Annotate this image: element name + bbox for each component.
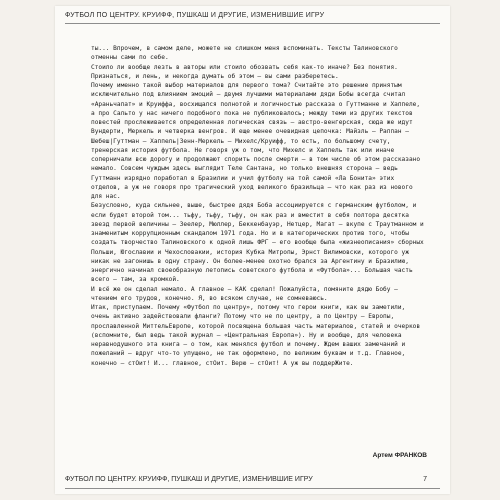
page-body (91, 44, 427, 368)
paragraph-6: Итак, приступаем. Почему «Футбол по центру», потому что герои книги, как вы заметили, очень активно задействовали фланги? Потому что не по центру, а по Центру — Европы, прославленной МиттельЕвропе, которой посвящена большая часть материалов, статей и очерков (вспомните, был ведь такой журнал — «Центральная Европа»). Ну и вообще, для человека неравнодушного эта книга — о том, как менялся футбол и почему. Ждем ваших замечаний и пожеланий — вдруг что-то упущено, не так оформлено, по великим буквам и т.д. Главное, конечно — стОит! И... главное, стОит. Верю — стОит! А уж вы поддерЖите. (91, 304, 421, 367)
running-header: ФУТБОЛ ПО ЦЕНТРУ. КРУИФФ, ПУШКАШ И ДРУГИЕ, ИЗМЕНИВШИЕ ИГРУ (65, 12, 325, 19)
paragraph-1: ты... Впрочем, в самом деле, можете не слишком меня вспоминать. Тексты Талиновского отменны сами по себе. (91, 45, 398, 62)
paragraph-3: Почему именно такой выбор материалов для первого тома? Считайте это решение принятым исключительно под влиянием эмоций — двумя лучшими материалами дяди Бобы всегда считал «Араньчапат» и Круиффа, восхищался полнотой и логичностью рассказа о Гуттманне и Хаппеле, а про Сальто у нас ничего подобного пока не публиковалось; между теми из других текстов повестей прослеживается определенная логическая связь — австро-венгерская, сюда же идут Вундерти, Меркель и четверка венгров. И еще менее очевидная цепочка: Майзль — Раппан — Шебеш|Гуттман — Хаппель|Зенн-Меркель — Михелс/Круифф, то есть, по большому счету, тренерская история футбола. Не говоря уж о том, что Михелс и Хаппель так или иначе соперничали всю дорогу и продолжают спорить после смерти — в том числе об этом рассказано немало. Совсем чуждым здесь выглядит Теле Сантана, но только внешняя сторона — ведь Гуттманн изрядно поработал в Бразилии и учил футболу на той самой «Ла Бонита» этих отделов, а уж не говоря про трагический уход великого бразильца — что как раз из нового для нас. (91, 82, 421, 200)
footer-divider (65, 488, 440, 489)
book-page (55, 6, 450, 494)
page-number: 7 (423, 476, 427, 483)
running-footer: ФУТБОЛ ПО ЦЕНТРУ. КРУИФФ, ПУШКАШ И ДРУГИЕ, ИЗМЕНИВШИЕ ИГРУ (65, 476, 313, 483)
paragraph-5: И всё же он сделал немало. А главное — КАК сделал! Пожалуйста, помяните дядю Бобу — чтением его трудов, конечно. Я, во всяком случае, не сомневаюсь. (91, 285, 398, 302)
paragraph-2: Стоило ли вообще лезть в авторы или стоило обозвать себя как-то иначе? Без понятия. Признаться, и лень, и некогда думать об этом — вы сами разберетесь. (91, 63, 398, 80)
author-signature: Артем ФРАНКОВ (372, 452, 427, 459)
header-divider (65, 23, 440, 24)
paragraph-4: Безусловно, куда сильнее, выше, быстрее дядя Боба ассоциируется с германским футболом, и если будет второй том... тьфу, тьфу, тьфу, он как раз и вместит в себя полтора десятка звезд первой величины — Зеелер, Мюллер, Беккенбауэр, Нетцер, Магат — вкупе с Траутманном и знаменитым коррупционным скандалом 1971 года. Но и в категорических против того, чтобы создать творчество Талиновского к одной лишь ФРГ — его вообще была «жизнеописания» сборных Польши, Югославии и Чехословакии, история Кубка Митропы, Эрнст Вилимовски, которого уж никак не загонишь в одну страну. Он более-менее охотно брался за Аргентину и Бразилию, энергично начинал своеобразную летопись советского футбола и «Футбола»... Большая часть всего — там, за кромкой. (91, 202, 424, 284)
